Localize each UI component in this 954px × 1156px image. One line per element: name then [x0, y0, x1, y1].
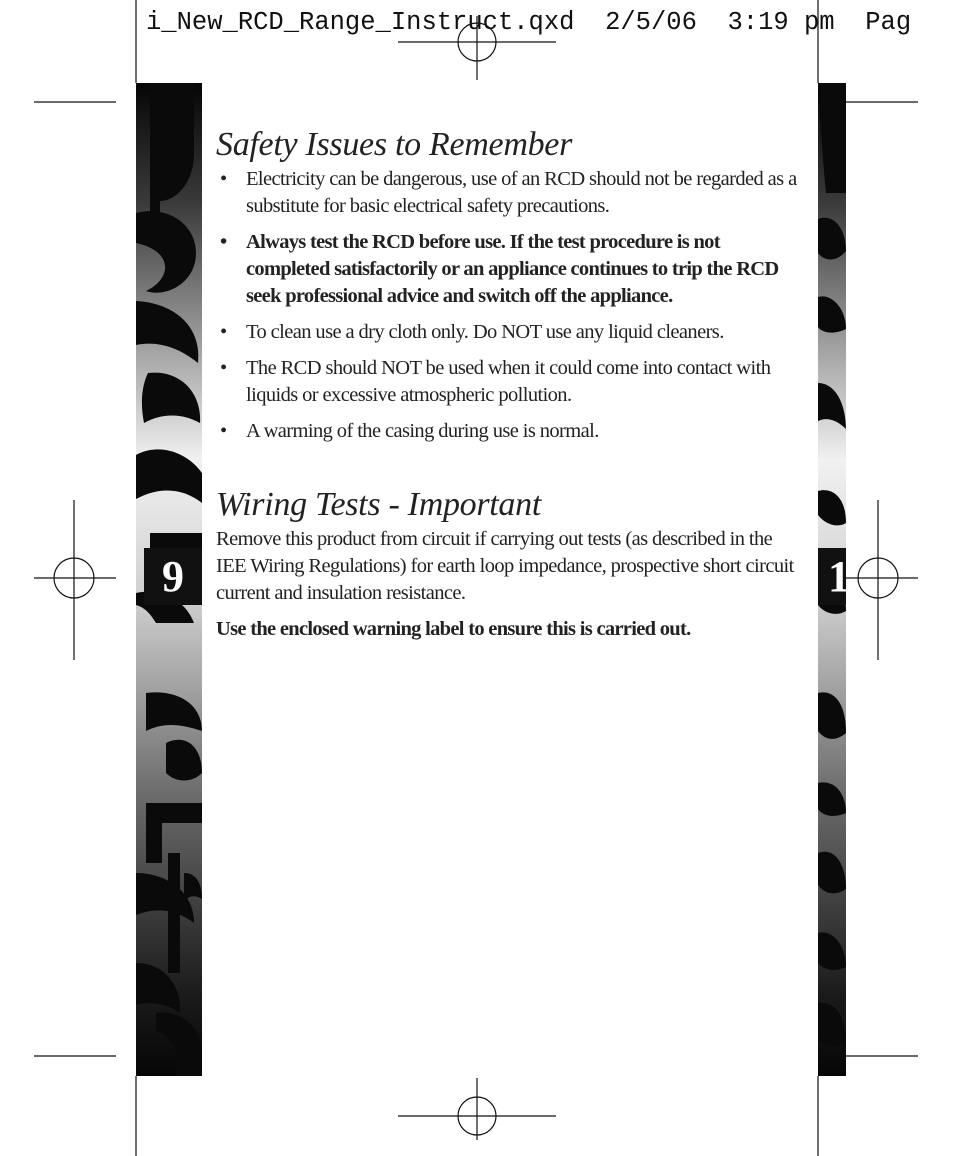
list-item: • A warming of the casing during use is normal. [216, 418, 806, 445]
page-number-right: 1 [818, 548, 846, 605]
safety-list [216, 166, 806, 445]
wiring-paragraph: Remove this product from circuit if carrying out tests (as described in the IEE Wiring Regulations) for earth loop impedance, prospective short circuit current and insulation resistance. [216, 528, 794, 604]
printer-slug-line: i_New_RCD_Range_Instruct.qxd 2/5/06 3:19 pm Pag [146, 8, 912, 37]
page-content [216, 124, 806, 652]
list-item: • Always test the RCD before use. If the test procedure is not completed satisfactorily or an appliance continues to trip the RCD seek professional advice and switch off the appliance. [216, 229, 806, 310]
registration-mark-left [34, 500, 116, 660]
wiring-section [216, 484, 806, 643]
wiring-heading: Wiring Tests - Important [216, 486, 541, 523]
safety-heading: Safety Issues to Remember [216, 126, 573, 163]
registration-mark-right [838, 500, 918, 660]
wiring-warning: Use the enclosed warning label to ensure this is carried out. [216, 618, 691, 640]
page-number-left: 9 [144, 548, 202, 605]
registration-mark-top [398, 16, 556, 80]
safety-section [216, 124, 806, 445]
list-item: • Electricity can be dangerous, use of an RCD should not be regarded as a substitute for basic electrical safety precautions. [216, 166, 806, 220]
list-item: • To clean use a dry cloth only. Do NOT use any liquid cleaners. [216, 319, 806, 346]
registration-mark-bottom [398, 1078, 556, 1140]
list-item: • The RCD should NOT be used when it could come into contact with liquids or excessive atmospheric pollution. [216, 355, 806, 409]
